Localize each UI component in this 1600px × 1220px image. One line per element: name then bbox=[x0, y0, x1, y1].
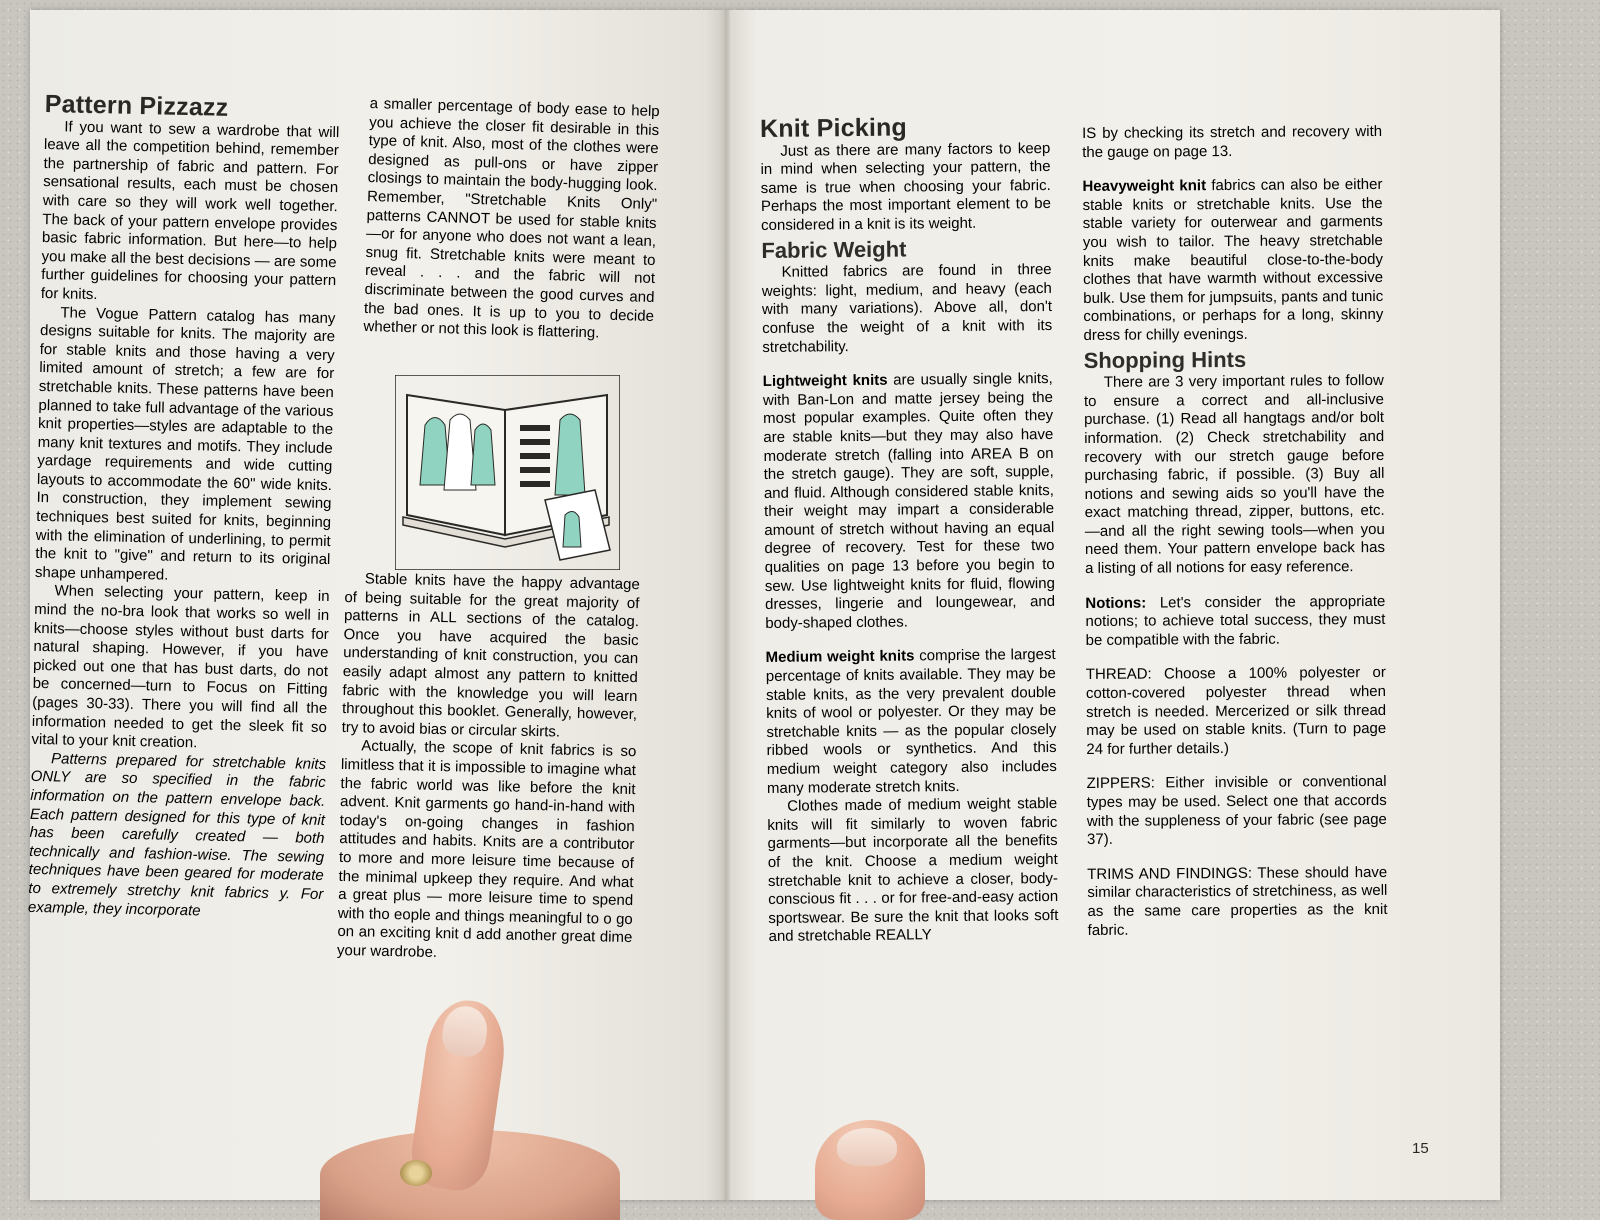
paragraph: Clothes made of medium weight stable knits will fit similarly to woven fabric garments—but incorporate all the benefits of the knit. Choose a medium weight stretchable knit to achieve a closer, body-conscious fit . . . or for free-and-easy action sportswear. Be sure the knit that looks soft and stretchable REALLY bbox=[767, 795, 1059, 946]
paragraph: Actually, the scope of knit fabrics is so limitless that it is impossible to imagine what the fabric world was like before the knit advent. Knit garments go hand-in-hand with today's on-going changes in fashion attitudes and habits. Knits are a contributor to more and more leisure time because of the minimal upkeep they require. And what a great plus — more leisure time to spend with tho eople and things meaningful to o go on an exciting knit d add another great dime your wardrobe. bbox=[336, 737, 637, 961]
medium-weight-paragraph bbox=[766, 646, 1058, 798]
heavyweight-paragraph bbox=[1082, 176, 1383, 345]
paragraph: IS by checking its stretch and recovery with the gauge on page 13. bbox=[1082, 122, 1383, 161]
knit-picking-heading: Knit Picking bbox=[759, 113, 908, 143]
column-2-bottom bbox=[337, 570, 640, 967]
paragraph: Knitted fabrics are found in three weights: light, medium, and heavy (each with many variations). Above all, don't confuse the weight of a knit with its stretchability. bbox=[761, 261, 1053, 356]
notions-label: Notions: bbox=[1085, 594, 1147, 612]
paragraph: There are 3 very important rules to follow to ensure a correct and all-inclusive purchase. (1) Read all hangtags and/or bolt information. (2) Check stretchability and recovery with our stretch gauge before purchasing fabric, if possible. (3) Buy all notions and sewing aids so you'll have the exact matching thread, zipper, buttons, etc.—and all the right sewing tools—when you need them. Your pattern envelope back has a listing of all notions for easy reference. bbox=[1083, 372, 1386, 578]
pattern-pizzazz-heading: Pattern Pizzazz bbox=[44, 90, 229, 122]
notions-paragraph bbox=[1085, 593, 1385, 651]
knit-picking-column bbox=[759, 113, 1059, 947]
shopping-hints-heading: Shopping Hints bbox=[1083, 346, 1247, 373]
ring bbox=[400, 1160, 432, 1186]
page-number: 15 bbox=[1412, 1140, 1429, 1157]
medium-weight-label: Medium weight knits bbox=[765, 647, 915, 667]
thumbnail bbox=[837, 1128, 897, 1166]
fingernail bbox=[440, 1003, 491, 1059]
lightweight-text: are usually single knits, with Ban-Lon and matte jersey being the most popular examples. Quite often they are stable knits—but they may also have moderate stretch (falling into AREA B on the stretch gauge). They are soft, supple, and fluid. Although considered stable knits, their weight may impart a considerable amount of stretch without having an equal degree of recovery. Test for these two qualities on page 13 before you begin to sew. Use lightweight knits for fluid, flowing dresses, lingerie and loungewear, and body-shaped clothes. bbox=[762, 370, 1056, 632]
lightweight-paragraph bbox=[763, 370, 1056, 633]
heavyweight-label: Heavyweight knit bbox=[1082, 177, 1207, 196]
trims-paragraph: TRIMS AND FINDINGS: These should have similar characteristics of stretchiness, as well as the same care properties as the knit fabric. bbox=[1087, 863, 1388, 939]
paragraph: If you want to sew a wardrobe that will leave all the competition behind, remember the partnership of fabric and pattern. For sensational results, each must be chosen with care so they will work well together. The back of your pattern envelope provides basic fabric information. But here—to help you make all the best decisions — are some further guidelines for choosing your pattern for knits. bbox=[40, 118, 340, 304]
paragraph: The Vogue Pattern catalog has many designs suitable for knits. The majority are for stable knits and those having a very limited amount of stretch; a few are for stretchable knits. These patterns have been planned to take full advantage of the various knit properties—styles are adaptable to the many knit textures and motifs. They include yardage requirements and wide cutting layouts to accommodate the 60" wide knits. In construction, they implement sewing techniques best suited for knits, beginning with the elimination of underlining, to permit the knit to "give" and return to its original shape unhampered. bbox=[34, 303, 336, 584]
notions-text: Let's consider the appropriate notions; to achieve total success, they must be compatible with the fabric. bbox=[1085, 592, 1386, 649]
pattern-pizzazz-column bbox=[27, 90, 340, 923]
heavyweight-text: fabrics can also be either stable knits or stretchable knits. Use the stable variety for outerwear and garments you wish to tailor. The heavy stretchable knits make beautiful close-to-the-body clothes that have warmth without excessive bulk. Use them for jumpsuits, pants and tunic combinations, or perhaps for a long, skinny dress for chilly evenings. bbox=[1082, 176, 1384, 344]
thread-paragraph: THREAD: Choose a 100% polyester or cotton-covered polyester thread when stretch is needed. Mercerized or silk thread may be used on stable knits. (Turn to page 24 for further details.) bbox=[1085, 664, 1387, 758]
shopping-hints-column bbox=[1082, 123, 1388, 940]
paragraph: Stable knits have the happy advantage of being suitable for the great majority of patterns in ALL sections of the catalog. Once you have acquired the basic understanding of knit construction, you can easily adapt almost any pattern to knitted fabric with the knowledge you will learn throughout this booklet. Generally, however, try to avoid bias or circular skirts. bbox=[341, 570, 640, 741]
fabric-weight-heading: Fabric Weight bbox=[761, 236, 907, 263]
zippers-paragraph: ZIPPERS: Either invisible or conventional types may be used. Select one that accords with the suppleness of your fabric (see page 37). bbox=[1086, 773, 1387, 849]
catalog-illustration bbox=[395, 375, 620, 570]
paragraph: When selecting your pattern, keep in mind the no-bra look that works so well in knits—choose styles without bust darts for natural shaping. However, if you have picked out one that has bust darts, do not be concerned—turn to Focus on Fitting (pages 30-33). There you will find all the information needed to get the sleek fit so vital to your knit creation. bbox=[31, 582, 330, 752]
column-2-top bbox=[363, 95, 660, 345]
book-spine bbox=[722, 10, 730, 1200]
lightweight-label: Lightweight knits bbox=[762, 371, 888, 391]
paragraph: a smaller percentage of body ease to help you achieve the closer fit desirable in this type of knit. Also, most of the clothes were designed as pull-ons or have zipper closings to maintain the body-hugging look. Remember, "Stretchable Knits Only" patterns CANNOT be used for stable knits—or for anyone who does not want a lean, snug fit. Stretchable knits were meant to reveal . . . and the fabric will not discriminate between the good curves and the bad ones. It is up to you to decide whether or not this look is flattering. bbox=[363, 95, 660, 342]
thumb bbox=[815, 1120, 925, 1220]
paragraph: Just as there are many factors to keep in mind when selecting your pattern, the same is true when choosing your fabric. Perhaps the most important element to be considered in a knit is its weight. bbox=[760, 139, 1051, 234]
paragraph: Patterns prepared for stretchable knits ONLY are so specified in the fabric information on the pattern envelope back. Each pattern designed for this type of knit has been carefully created — both technically and fashion-wise. The sewing techniques have been geared for moderate to extremely stretchy knit fabrics y. For example, they incorporate bbox=[27, 750, 327, 919]
medium-weight-text: comprise the largest percentage of knits available. They may be stable knits, as the very prevalent double knits of wool or polyester. Or they may be stretchable knits — as the popular closely ribbed wools or synthetics. And this medium weight category also includes many moderate stretch knits. bbox=[765, 646, 1057, 797]
